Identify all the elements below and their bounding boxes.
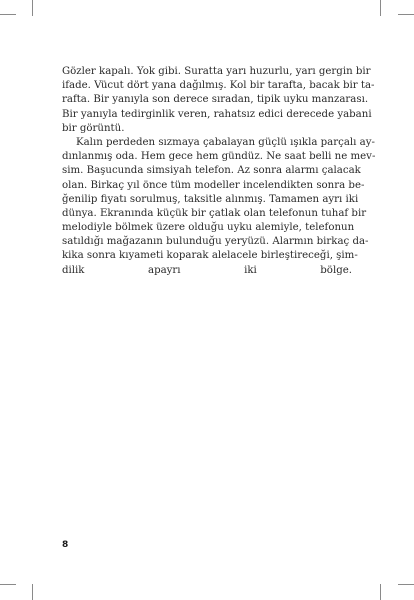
paragraph-1 (62, 65, 375, 136)
text-line: dınlanmış oda. Hem gece hem gündüz. Ne saat belli ne mev- (62, 151, 376, 163)
text-line: dünya. Ekranında küçük bir çatlak olan telefonun tuhaf bir (62, 207, 367, 219)
text-line: rafta. Bir yanıyla son derece sıradan, tipik uyku manzarası. (62, 94, 369, 106)
text-line: bir görüntü. (62, 122, 125, 134)
text-line: satıldığı mağazanın bulunduğu yeryüzü. Alarmın birkaç da- (62, 236, 369, 248)
crop-mark (380, 0, 381, 16)
text-line: Kalın perdeden sızmaya çabalayan güçlü ışıkla parçalı ay- (76, 136, 375, 148)
text-line: ifade. Vücut dört yana dağılmış. Kol bir tarafta, bacak bir ta- (62, 80, 375, 92)
text-line: Gözler kapalı. Yok gibi. Suratta yarı huzurlu, yarı gergin bir (62, 66, 371, 77)
text-line: ğenilip fiyatı sorulmuş, taksitle alınmış. Tamamen ayrı iki (62, 193, 359, 205)
text-line: kika sonra kıyameti koparak alelacele birleştireceği, şim- (62, 250, 358, 262)
paragraph-2 (62, 136, 376, 292)
text-line: sim. Başucunda simsiyah telefon. Az sonra alarmı çalacak (62, 165, 361, 177)
text-line: dilik apayrı iki bölge. (62, 264, 352, 276)
crop-mark (32, 0, 33, 16)
crop-mark (0, 584, 16, 585)
text-line: Bir yanıyla tedirginlik veren, rahatsız edici derecede yabani (62, 108, 372, 120)
crop-mark (398, 14, 414, 15)
crop-mark (0, 14, 16, 15)
text-line (62, 278, 352, 292)
text-line: melodiyle bölmek üzere olduğu uyku alemiyle, telefonun (62, 222, 355, 234)
crop-mark (380, 584, 381, 600)
crop-mark (32, 584, 33, 600)
text-line: olan. Birkaç yıl önce tüm modeller incelendikten sonra be- (62, 179, 365, 191)
page-number: 8 (62, 540, 69, 550)
body-text (62, 65, 376, 292)
crop-mark (398, 584, 414, 585)
